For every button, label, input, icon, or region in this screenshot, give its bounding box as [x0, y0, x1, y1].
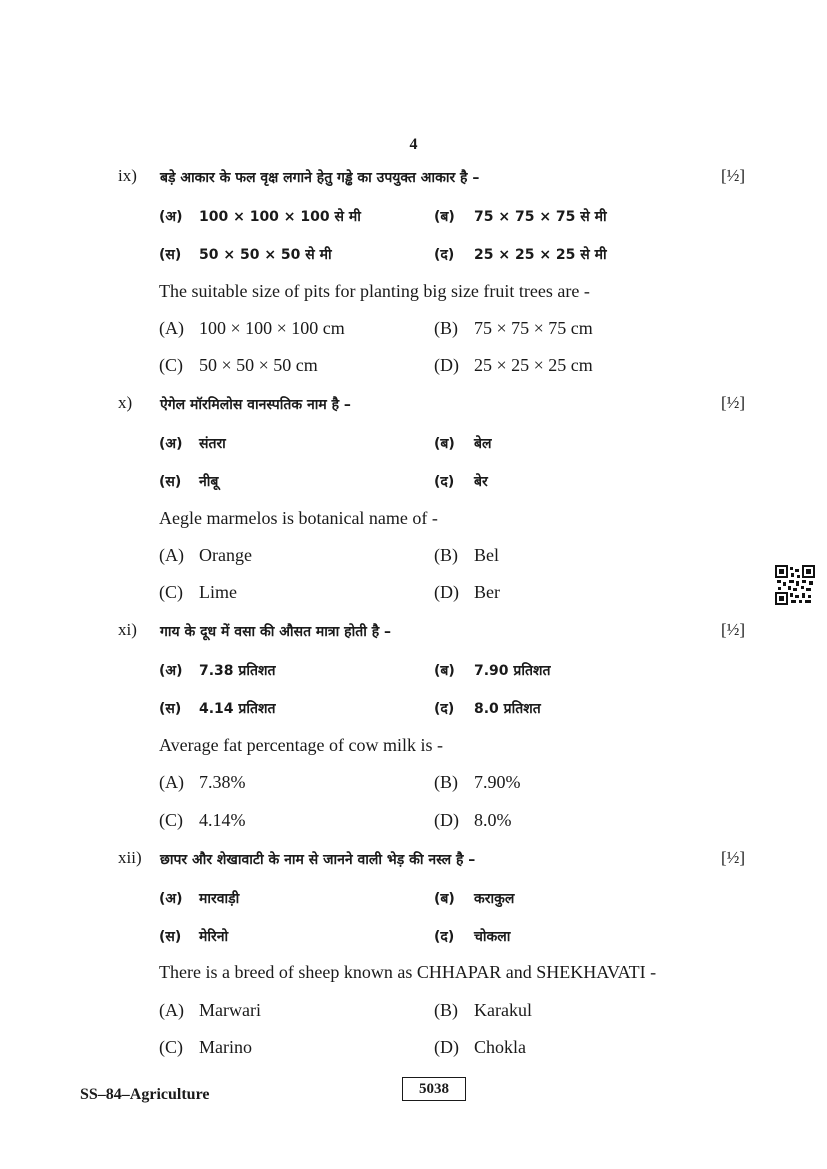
hindi-option-b — [434, 206, 607, 226]
english-option-c — [159, 355, 318, 376]
option-text: 50 × 50 × 50 से मी — [199, 247, 332, 263]
question-text-hindi: छापर और शेखावाटी के नाम से जानने वाली भेड़ की नस्ल है – — [160, 852, 476, 868]
option-text: 4.14 प्रतिशत — [199, 701, 276, 717]
question-text-hindi: ऐगेल मॉरमिलोस वानस्पतिक नाम है – — [160, 397, 351, 413]
question-marks: [½] — [721, 620, 746, 639]
english-option-b — [434, 1000, 532, 1021]
option-label: (D) — [434, 355, 459, 375]
option-text: नीबू — [199, 474, 219, 490]
option-label: (अ) — [159, 663, 183, 679]
english-option-b — [434, 545, 499, 566]
option-label: (B) — [434, 1000, 458, 1020]
hindi-option-c — [159, 471, 218, 491]
option-text: मेरिनो — [199, 929, 229, 945]
english-option-c — [159, 582, 237, 603]
english-option-a — [159, 318, 345, 339]
serial-number-box: 5038 — [402, 1077, 466, 1101]
english-option-c — [159, 810, 246, 831]
hindi-option-b — [434, 888, 514, 908]
option-label: (स) — [159, 474, 182, 490]
question-text-english: Average fat percentage of cow milk is - — [159, 735, 444, 755]
option-text: Chokla — [474, 1037, 526, 1057]
option-text: 7.90 प्रतिशत — [474, 663, 551, 679]
hindi-option-a — [159, 206, 361, 226]
option-label: (ब) — [434, 436, 455, 452]
option-text: कराकुल — [474, 891, 515, 907]
option-label: (D) — [434, 582, 459, 602]
hindi-option-b — [434, 433, 492, 453]
hindi-option-a — [159, 888, 239, 908]
question-number: xi) — [118, 620, 137, 639]
option-label: (A) — [159, 772, 184, 792]
option-label: (D) — [434, 810, 459, 830]
qr-code-icon — [775, 565, 815, 605]
question-number: ix) — [118, 166, 137, 185]
option-label: (स) — [159, 247, 182, 263]
english-option-a — [159, 772, 246, 793]
option-text: Orange — [199, 545, 252, 565]
option-text: 4.14% — [199, 810, 246, 830]
option-label: (अ) — [159, 891, 183, 907]
option-label: (A) — [159, 318, 184, 338]
hindi-option-c — [159, 244, 332, 264]
option-text: 7.38% — [199, 772, 246, 792]
question-text-english: The suitable size of pits for planting big size fruit trees are - — [159, 281, 590, 301]
hindi-option-d — [434, 926, 510, 946]
option-text: संतरा — [199, 436, 226, 452]
english-option-d — [434, 1037, 526, 1058]
paper-code: SS–84–Agriculture — [80, 1086, 210, 1103]
hindi-option-d — [434, 471, 488, 491]
option-text: 25 × 25 × 25 से मी — [474, 247, 607, 263]
option-text: 7.38 प्रतिशत — [199, 663, 276, 679]
option-text: बेर — [474, 474, 488, 490]
option-text: 8.0 प्रतिशत — [474, 701, 541, 717]
question-text-hindi: बड़े आकार के फल वृक्ष लगाने हेतु गड्ढे का उपयुक्त आकार है – — [160, 170, 480, 186]
option-label: (D) — [434, 1037, 459, 1057]
english-option-b — [434, 318, 593, 339]
option-text: 25 × 25 × 25 cm — [474, 355, 593, 375]
english-option-d — [434, 582, 500, 603]
option-label: (A) — [159, 545, 184, 565]
option-label: (द) — [434, 247, 455, 263]
question-text-hindi: गाय के दूध में वसा की औसत मात्रा होती है – — [160, 624, 392, 640]
english-option-d — [434, 355, 593, 376]
option-text: 100 × 100 × 100 से मी — [199, 209, 361, 225]
hindi-option-b — [434, 660, 551, 680]
hindi-option-a — [159, 433, 226, 453]
option-text: 75 × 75 × 75 से मी — [474, 209, 607, 225]
option-label: (द) — [434, 701, 455, 717]
english-option-b — [434, 772, 521, 793]
option-label: (अ) — [159, 436, 183, 452]
option-label: (द) — [434, 929, 455, 945]
english-option-c — [159, 1037, 252, 1058]
option-text: Lime — [199, 582, 237, 602]
question-number: xii) — [118, 848, 142, 867]
english-option-a — [159, 545, 252, 566]
hindi-option-c — [159, 698, 276, 718]
option-text: Marino — [199, 1037, 252, 1057]
hindi-option-a — [159, 660, 276, 680]
option-label: (द) — [434, 474, 455, 490]
option-text: Ber — [474, 582, 500, 602]
option-text: 75 × 75 × 75 cm — [474, 318, 593, 338]
option-label: (ब) — [434, 891, 455, 907]
option-label: (A) — [159, 1000, 184, 1020]
english-option-d — [434, 810, 512, 831]
option-text: बेल — [474, 436, 492, 452]
option-text: Marwari — [199, 1000, 261, 1020]
english-option-a — [159, 1000, 261, 1021]
option-label: (C) — [159, 582, 183, 602]
option-label: (C) — [159, 355, 183, 375]
page-number: 4 — [409, 136, 418, 153]
option-label: (ब) — [434, 663, 455, 679]
question-text-english: Aegle marmelos is botanical name of - — [159, 508, 438, 528]
option-text: 50 × 50 × 50 cm — [199, 355, 318, 375]
option-label: (C) — [159, 1037, 183, 1057]
question-marks: [½] — [721, 848, 746, 867]
option-label: (B) — [434, 772, 458, 792]
option-label: (स) — [159, 701, 182, 717]
question-marks: [½] — [721, 166, 746, 185]
option-label: (स) — [159, 929, 182, 945]
question-text-english: There is a breed of sheep known as CHHAPAR and SHEKHAVATI - — [159, 962, 657, 982]
option-label: (B) — [434, 545, 458, 565]
hindi-option-d — [434, 698, 541, 718]
hindi-option-c — [159, 926, 228, 946]
option-label: (ब) — [434, 209, 455, 225]
option-text: चोकला — [474, 929, 511, 945]
option-text: 8.0% — [474, 810, 512, 830]
option-text: 7.90% — [474, 772, 521, 792]
option-text: 100 × 100 × 100 cm — [199, 318, 345, 338]
question-number: x) — [118, 393, 133, 412]
option-label: (C) — [159, 810, 183, 830]
option-text: मारवाड़ी — [199, 891, 240, 907]
option-text: Karakul — [474, 1000, 532, 1020]
option-text: Bel — [474, 545, 499, 565]
hindi-option-d — [434, 244, 607, 264]
option-label: (अ) — [159, 209, 183, 225]
option-label: (B) — [434, 318, 458, 338]
question-marks: [½] — [721, 393, 746, 412]
